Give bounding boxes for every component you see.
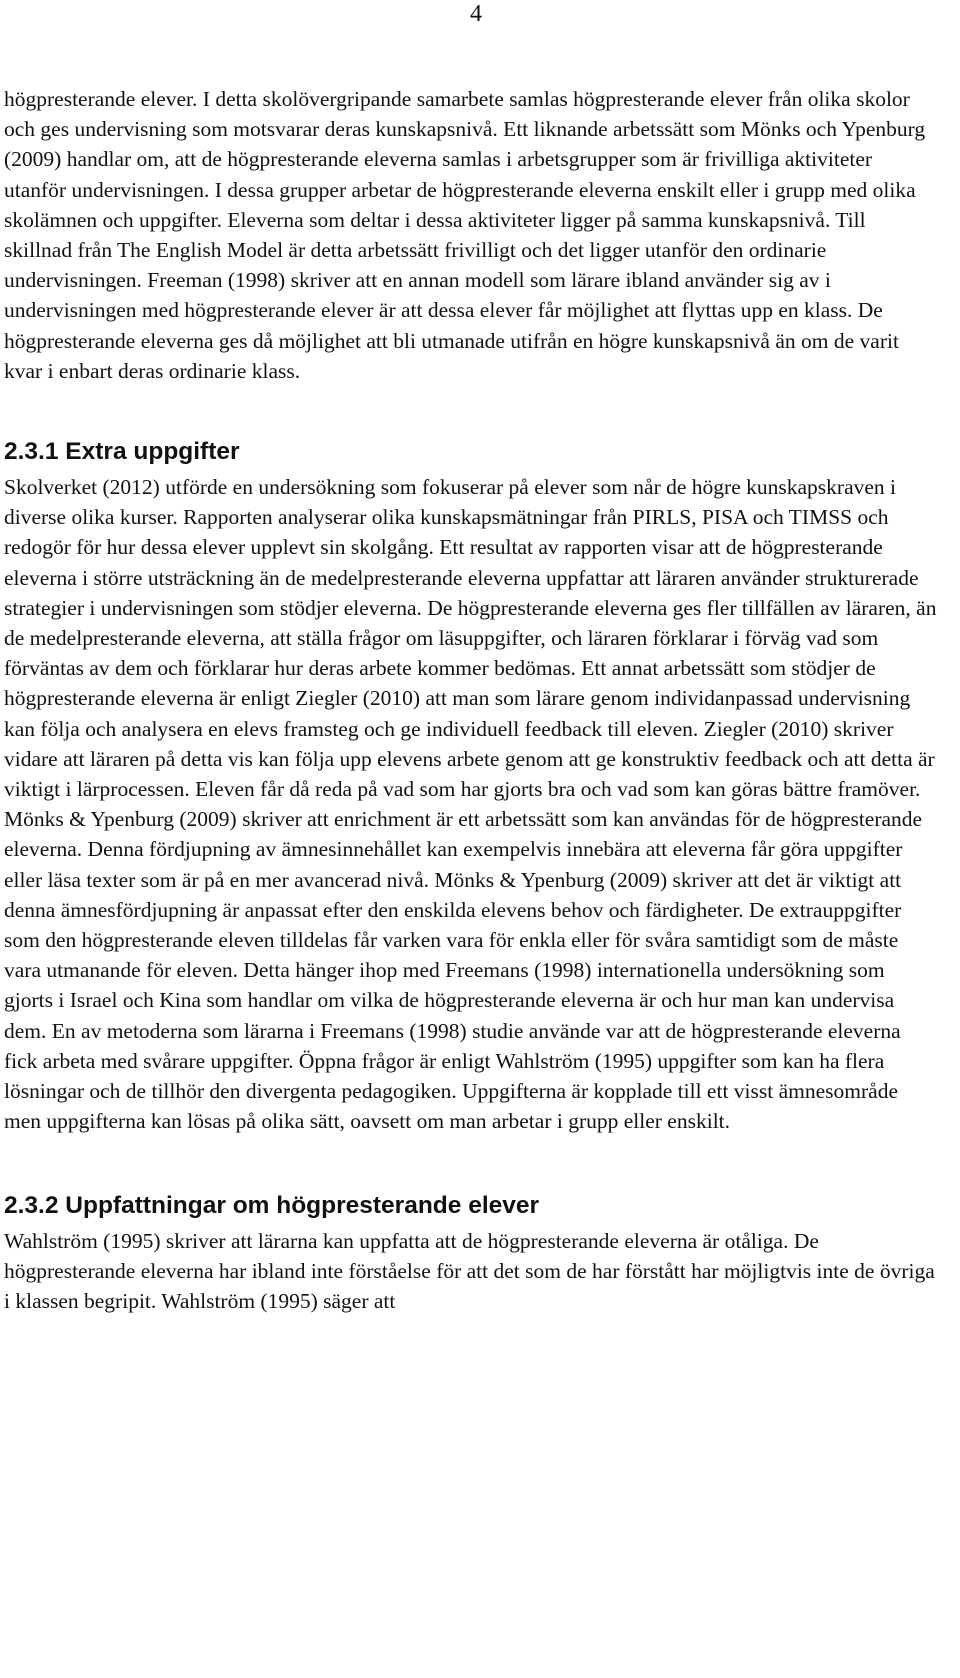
paragraph-extra-uppgifter: Skolverket (2012) utförde en undersökning som fokuserar på elever som når de högre kunskapskraven i diverse olika kurser. Rapporten analyserar olika kunskapsmätningar från PIRLS, PISA och TIMSS och redogör för hur dessa elever upplevt sin skolgång. Ett resultat av rapporten visar att de högpresterande eleverna i större utsträckning än de medelpresterande eleverna uppfattar att läraren använder strukturerade strategier i undervisningen som stödjer eleverna. De högpresterande eleverna ges fler tillfällen av läraren, än de medelpresterande eleverna, att ställa frågor om läsuppgifter, och läraren förklarar i förväg vad som förväntas av dem och förklarar hur deras arbete kommer bedömas. Ett annat arbetssätt som stödjer de högpresterande eleverna är enligt Ziegler (2010) att man som lärare genom individanpassad undervisning kan följa och analysera en elevs framsteg och ge individuell feedback till eleven. Ziegler (2010) skriver vidare att läraren på detta vis kan följa upp elevens arbete genom att ge konstruktiv feedback och att detta är viktigt i lärprocessen. Eleven får då reda på vad som har gjorts bra och vad som kan göras bättre framöver. Mönks & Ypenburg (2009) skriver att enrichment är ett arbetssätt som kan användas för de högpresterande eleverna. Denna fördjupning av ämnesinnehållet kan exempelvis innebära att eleverna får göra uppgifter eller läsa texter som är på en mer avancerad nivå. Mönks & Ypenburg (2009) skriver att det är viktigt att denna ämnesfördjupning är anpassat efter den enskilda elevens behov och färdigheter. De extrauppgifter som den högpresterande eleven tilldelas får varken vara för enkla eller för svåra samtidigt som de måste vara utmanande för eleven. Detta hänger ihop med Freemans (1998) internationella undersökning som gjorts i Israel och Kina som handlar om vilka de högpresterande eleverna är och hur man kan undervisa dem. En av metoderna som lärarna i Freemans (1998) studie använde var att de högpresterande eleverna fick arbeta med svårare uppgifter. Öppna frågor är enligt Wahlström (1995) uppgifter som kan ha flera lösningar och de tillhör den divergenta pedagogiken. Uppgifterna är kopplade till ett visst ämnesområde men uppgifterna kan lösas på olika sätt, oavsett om man arbetar i grupp eller enskilt.: [4, 475, 937, 1134]
document-body: [4, 84, 938, 1316]
page-number: 4: [470, 1, 482, 27]
paragraph-intro: högpresterande elever. I detta skolövergripande samarbete samlas högpresterande elever från olika skolor och ges undervisning som motsvarar deras kunskapsnivå. Ett liknande arbetssätt som Mönks och Ypenburg (2009) handlar om, att de högpresterande eleverna samlas i arbetsgrupper som är frivilliga aktiviteter utanför undervisningen. I dessa grupper arbetar de högpresterande eleverna enskilt eller i grupp med olika skolämnen och uppgifter. Eleverna som deltar i dessa aktiviteter ligger på samma kunskapsnivå. Till skillnad från The English Model är detta arbetssätt frivilligt och det ligger utanför den ordinarie undervisningen. Freeman (1998) skriver att en annan modell som lärare ibland använder sig av i undervisningen med högpresterande elever är att dessa elever får möjlighet att flyttas upp en klass. De högpresterande eleverna ges då möjlighet att bli utmanade utifrån en högre kunskapsnivå än om de varit kvar i enbart deras ordinarie klass.: [4, 87, 926, 383]
section-heading-uppfattningar: 2.3.2 Uppfattningar om högpresterande elever: [4, 1191, 540, 1219]
paragraph-uppfattningar: Wahlström (1995) skriver att lärarna kan uppfatta att de högpresterande eleverna är otåliga. De högpresterande eleverna har ibland inte förståelse för att det som de har förstått har möjligtvis inte de övriga i klassen begripit. Wahlström (1995) säger att: [4, 1228, 935, 1313]
section-heading-extra-uppgifter: 2.3.1 Extra uppgifter: [4, 438, 240, 466]
